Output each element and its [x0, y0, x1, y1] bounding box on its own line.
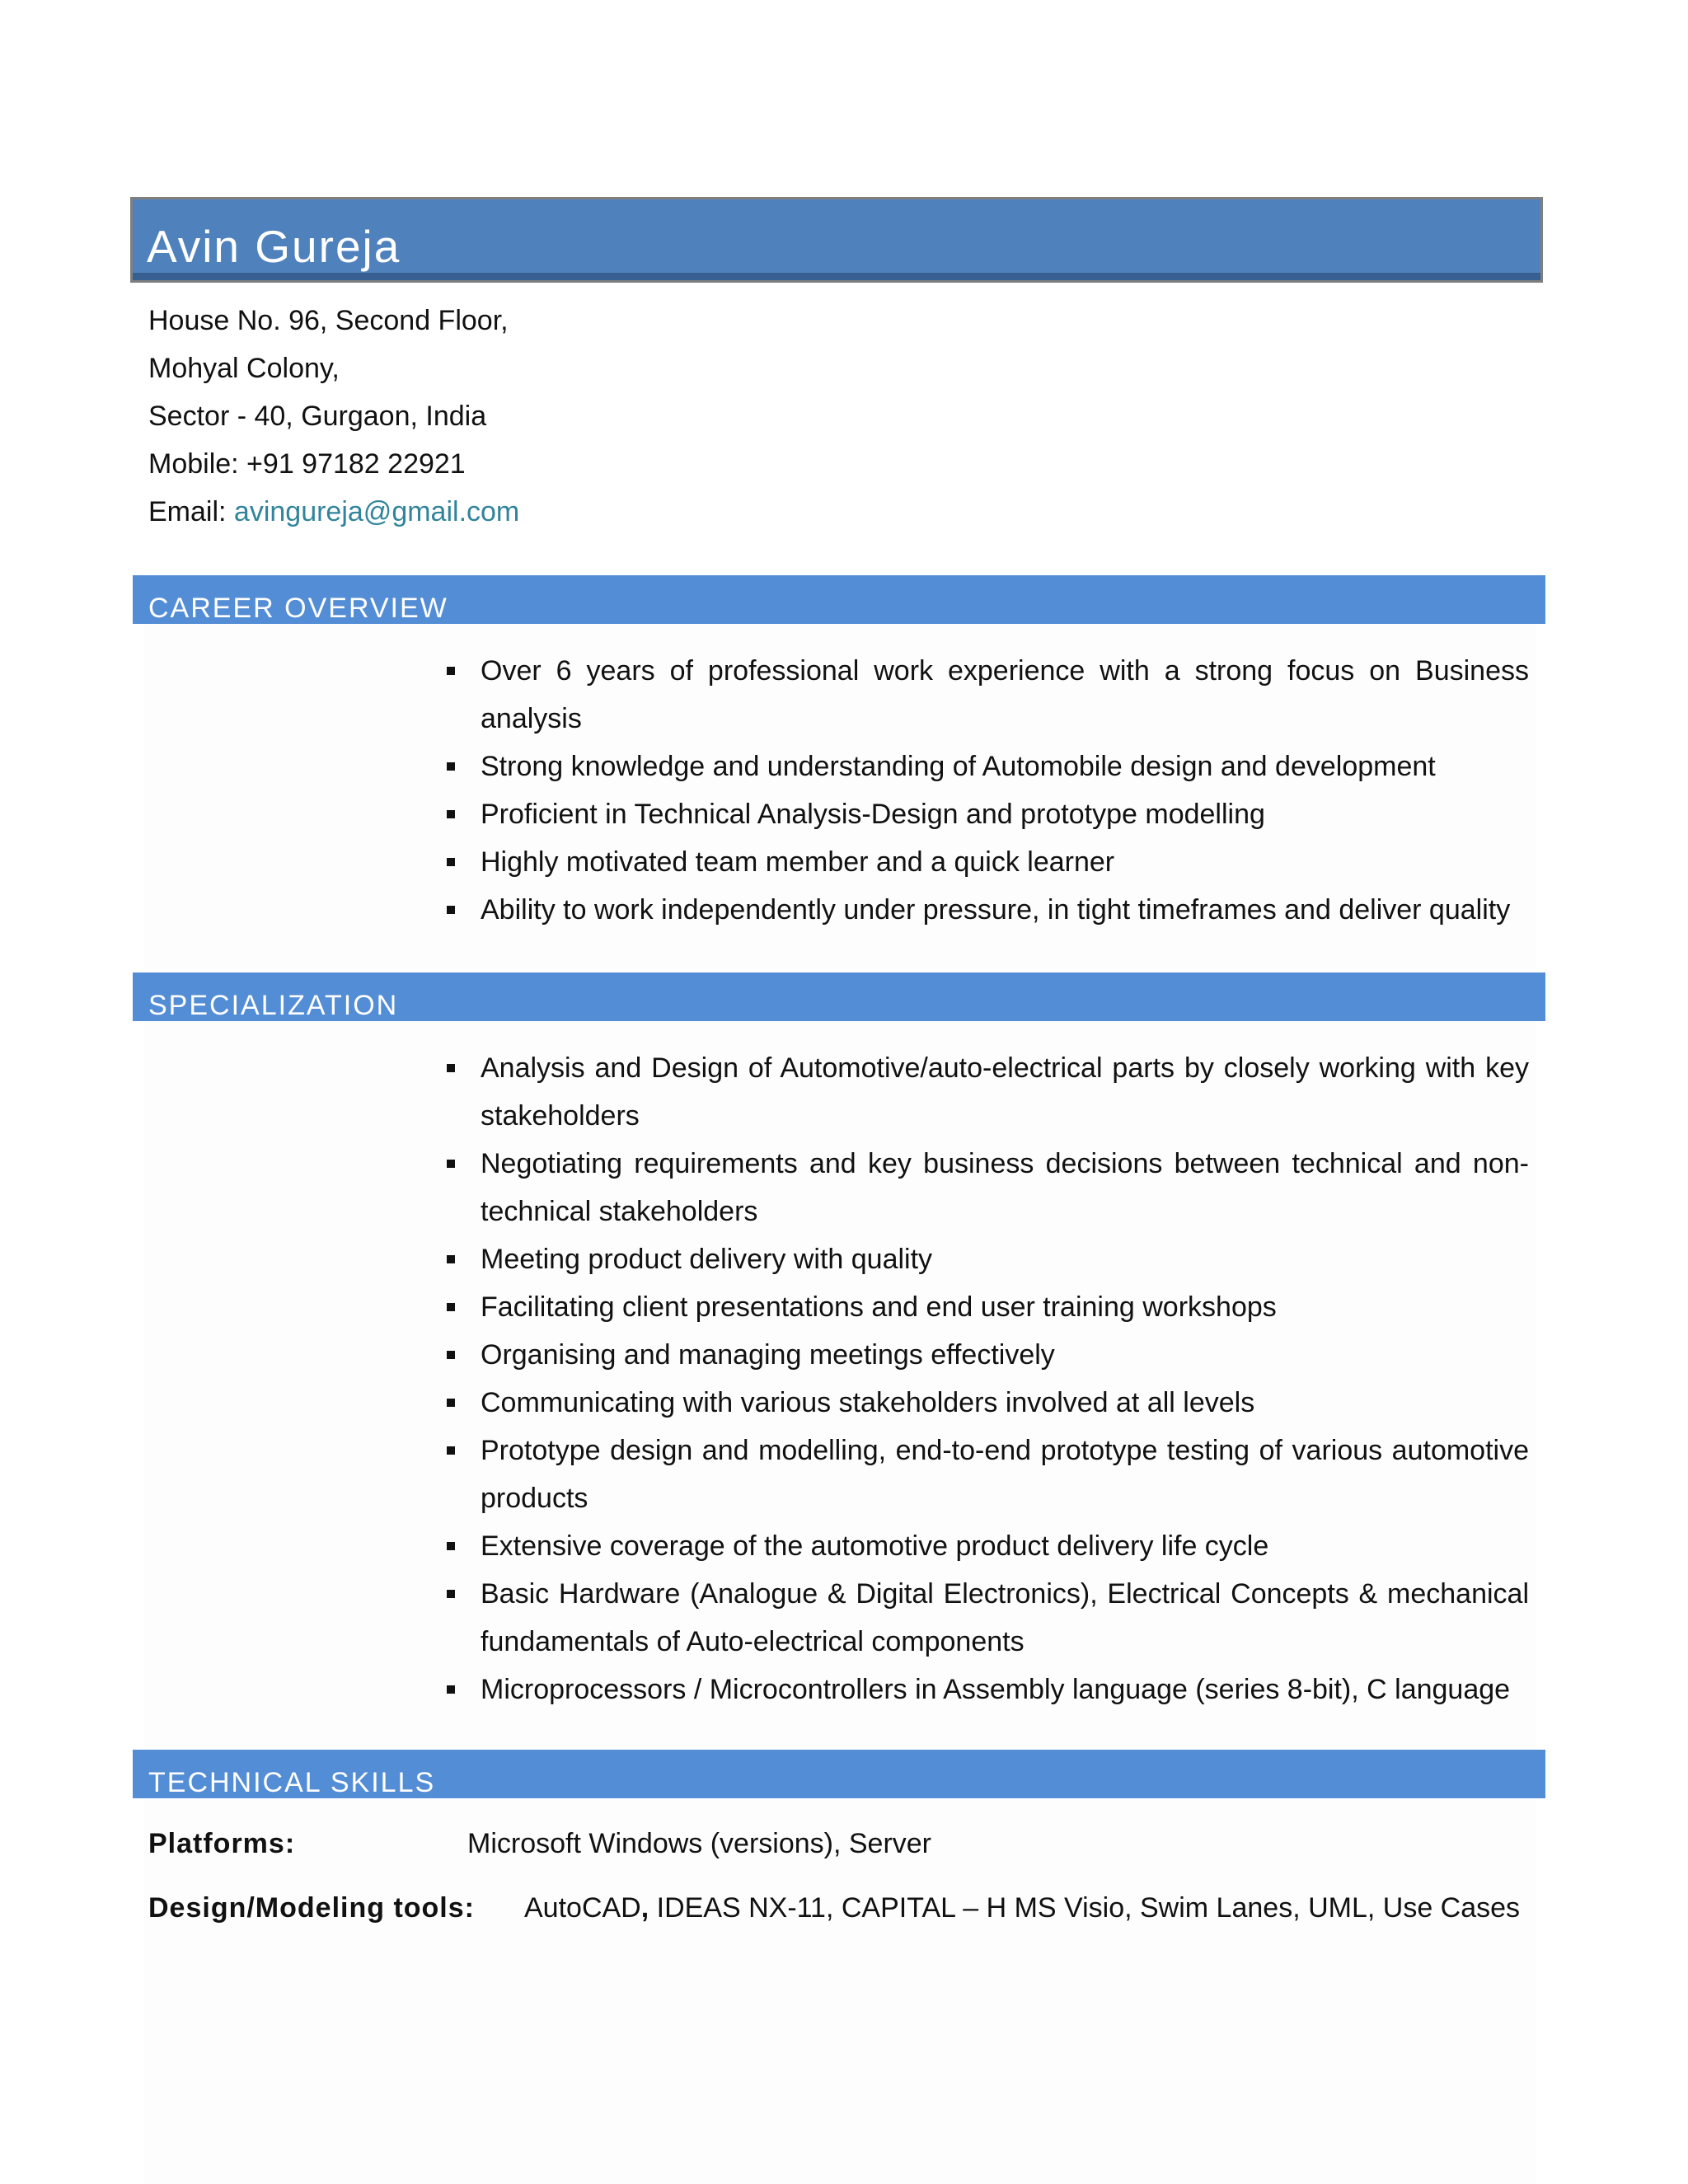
email-link[interactable]: avingureja@gmail.com	[233, 496, 520, 527]
specialization-title: SPECIALIZATION	[148, 990, 399, 1021]
contact-block	[148, 297, 1137, 536]
name-banner	[130, 197, 1543, 283]
list-item: Basic Hardware (Analogue & Digital Electronics), Electrical Concepts & mechanical fundamentals of Auto-electrical components	[443, 1570, 1529, 1666]
list-item: Facilitating client presentations and end user training workshops	[443, 1283, 1529, 1331]
design-tools-label: Design/Modeling tools:	[148, 1892, 475, 1924]
technical-skills-title: TECHNICAL SKILLS	[148, 1767, 436, 1798]
address-line-1: House No. 96, Second Floor,	[148, 305, 509, 336]
list-item: Communicating with various stakeholders involved at all levels	[443, 1379, 1529, 1427]
list-item: Ability to work independently under pressure, in tight timeframes and deliver quality	[443, 886, 1529, 934]
platforms-value: Microsoft Windows (versions), Server	[467, 1828, 932, 1859]
list-item: Over 6 years of professional work experience with a strong focus on Business analysis	[443, 647, 1529, 743]
career-overview-title: CAREER OVERVIEW	[148, 593, 448, 624]
platforms-label: Platforms:	[148, 1828, 296, 1859]
design-tools-comma: ,	[640, 1892, 649, 1924]
list-item: Microprocessors / Microcontrollers in Assembly language (series 8-bit), C language	[443, 1666, 1529, 1713]
list-item: Extensive coverage of the automotive product delivery life cycle	[443, 1522, 1529, 1570]
technical-skills-header	[133, 1750, 1545, 1798]
design-tools-value-b: IDEAS NX-11, CAPITAL – H MS Visio, Swim Lanes, UML, Use Cases	[649, 1892, 1521, 1924]
specialization-list	[443, 1044, 1529, 1713]
list-item: Prototype design and modelling, end-to-end prototype testing of various automotive products	[443, 1427, 1529, 1522]
career-overview-list	[443, 647, 1529, 934]
mobile-number: Mobile: +91 97182 22921	[148, 448, 466, 480]
candidate-name: Avin Gureja	[147, 221, 401, 272]
list-item: Analysis and Design of Automotive/auto-electrical parts by closely working with key stakeholders	[443, 1044, 1529, 1140]
list-item: Organising and managing meetings effectively	[443, 1331, 1529, 1379]
platforms-row	[148, 1830, 931, 1858]
address-line-3: Sector - 40, Gurgaon, India	[148, 401, 487, 432]
email-line	[148, 488, 1137, 536]
email-label: Email:	[148, 496, 234, 527]
specialization-header	[133, 972, 1545, 1021]
address-line-2: Mohyal Colony,	[148, 353, 340, 384]
design-tools-value-a: AutoCAD	[524, 1892, 641, 1924]
list-item: Highly motivated team member and a quick learner	[443, 838, 1529, 886]
design-tools-row	[148, 1894, 1520, 1922]
list-item: Meeting product delivery with quality	[443, 1235, 1529, 1283]
list-item: Proficient in Technical Analysis-Design and prototype modelling	[443, 790, 1529, 838]
career-overview-header	[133, 575, 1545, 624]
list-item: Strong knowledge and understanding of Automobile design and development	[443, 743, 1529, 790]
list-item: Negotiating requirements and key business decisions between technical and non-technical stakeholders	[443, 1140, 1529, 1235]
